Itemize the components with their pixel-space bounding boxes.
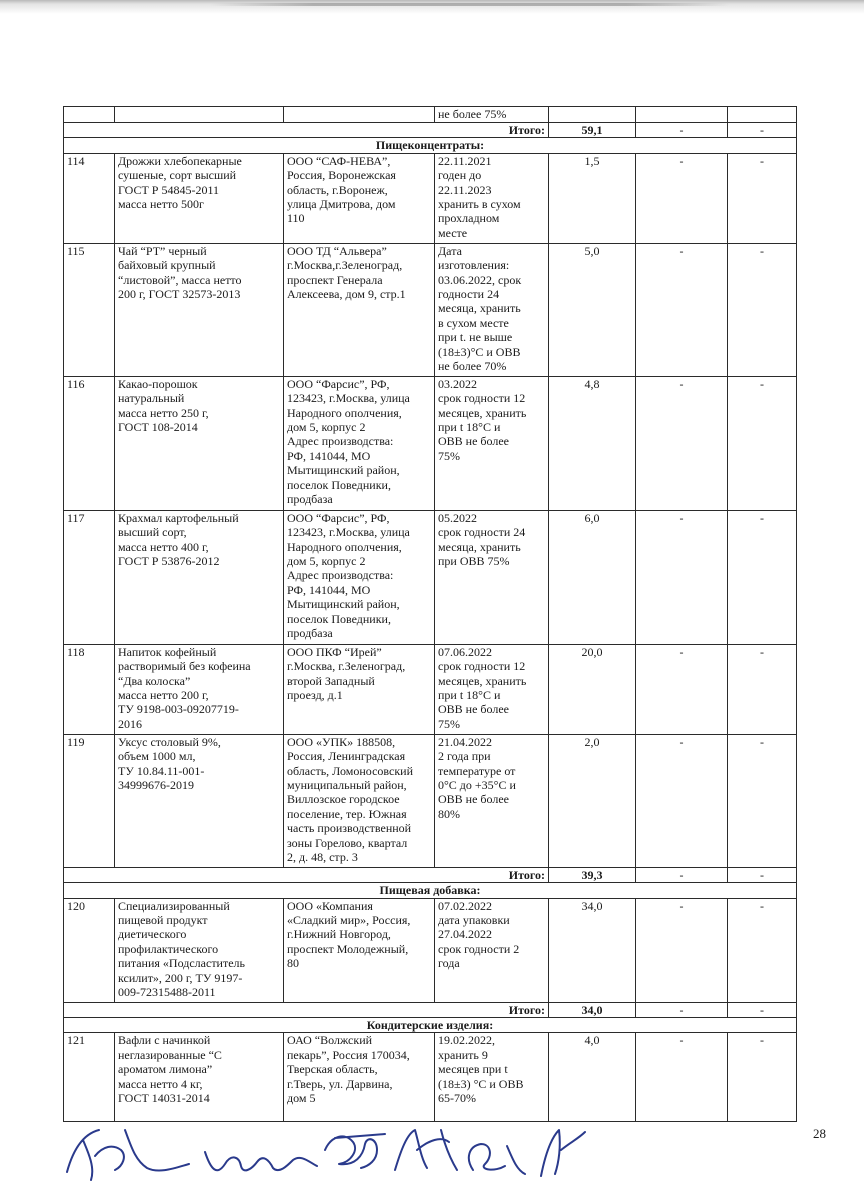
cell-dash: -: [636, 376, 728, 510]
total-dash: -: [728, 867, 797, 882]
cell-dash: -: [636, 243, 728, 376]
cell-num: 115: [64, 243, 115, 376]
total-value: 39,3: [549, 867, 636, 882]
section-title: Кондитерские изделия:: [64, 1018, 797, 1033]
cell-num: 116: [64, 376, 115, 510]
cell-name: Специализированный пищевой продукт диетического профилактического питания «Подсластитель ксилит», 200 г, ТУ 9197- 009-72315488-2011: [115, 898, 284, 1002]
scan-top-artifact: [210, 3, 730, 6]
cell-maker: ООО “Фарсис”, РФ, 123423, г.Москва, улица Народного ополчения, дом 5, корпус 2 Адрес производства: РФ, 141044, МО Мытищинский район, поселок Поведники, продбаза: [284, 376, 435, 510]
cell-maker: ООО ТД “Альвера” г.Москва,г.Зеленоград, проспект Генерала Алексеева, дом 9, стр.1: [284, 243, 435, 376]
cell-dates: 03.2022 срок годности 12 месяцев, хранить при t 18°С и ОВВ не более 75%: [435, 376, 549, 510]
total-value: 59,1: [549, 123, 636, 138]
cell-qty: 4,8: [549, 376, 636, 510]
cell-dash: -: [728, 734, 797, 867]
signature-4: [395, 1130, 457, 1170]
signature-3: [325, 1134, 385, 1168]
cell-qty: 20,0: [549, 644, 636, 734]
cell-name: Какао-порошок натуральный масса нетто 250 г, ГОСТ 108-2014: [115, 376, 284, 510]
cell-dates: Дата изготовления: 03.06.2022, срок годности 24 месяца, хранить в сухом месте при t. не выше (18±3)°С и ОВВ не более 70%: [435, 243, 549, 376]
cell-dash: -: [636, 898, 728, 1002]
table-row: [64, 734, 797, 867]
cell-maker: ООО ПКФ “Ирей” г.Москва, г.Зеленоград, второй Западный проезд, д.1: [284, 644, 435, 734]
cell-dash: -: [728, 243, 797, 376]
cell-dates: не более 75%: [435, 107, 549, 123]
cell-num: 119: [64, 734, 115, 867]
cell-qty: [549, 107, 636, 123]
total-label: Итого:: [64, 123, 549, 138]
inventory-table: [63, 106, 797, 1122]
cell-dates: 22.11.2021 годен до 22.11.2023 хранить в сухом прохладном месте: [435, 153, 549, 243]
cell-dash: -: [636, 510, 728, 644]
table-row: [64, 898, 797, 1002]
cell-maker: [284, 107, 435, 123]
cell-dash: -: [636, 734, 728, 867]
cell-dash: -: [636, 644, 728, 734]
cell-dates: 07.02.2022 дата упаковки 27.04.2022 срок годности 2 года: [435, 898, 549, 1002]
cell-name: Вафли с начинкой неглазированные “С ароматом лимона” масса нетто 4 кг, ГОСТ 14031-2014: [115, 1033, 284, 1122]
cell-dash: -: [728, 898, 797, 1002]
cell-qty: 6,0: [549, 510, 636, 644]
cell-dates: 19.02.2022, хранить 9 месяцев при t (18±3) °С и ОВВ 65-70%: [435, 1033, 549, 1122]
cell-dash: -: [728, 644, 797, 734]
cell-maker: ОАО “Волжский пекарь”, Россия 170034, Тверская область, г.Тверь, ул. Дарвина, дом 5: [284, 1033, 435, 1122]
cell-name: Крахмал картофельный высший сорт, масса нетто 400 г, ГОСТ Р 53876-2012: [115, 510, 284, 644]
cell-dash: -: [728, 510, 797, 644]
page-number: 28: [813, 1126, 826, 1141]
table-row: [64, 107, 797, 123]
cell-dash: -: [728, 1033, 797, 1122]
cell-dash: -: [728, 376, 797, 510]
cell-name: [115, 107, 284, 123]
cell-dash: -: [728, 153, 797, 243]
cell-name: Уксус столовый 9%, объем 1000 мл, ТУ 10.84.11-001- 34999676-2019: [115, 734, 284, 867]
cell-qty: 1,5: [549, 153, 636, 243]
table-row: [64, 153, 797, 243]
table-row: [64, 644, 797, 734]
total-dash: -: [636, 1002, 728, 1017]
cell-maker: ООО «УПК» 188508, Россия, Ленинградская область, Ломоносовский муниципальный район, Виллозское городское поселение, тер. Южная часть производственной зоны Горелово, квартал 2, д. 48, стр. 3: [284, 734, 435, 867]
table-row: [64, 376, 797, 510]
cell-num: 121: [64, 1033, 115, 1122]
section-header-row: [64, 138, 797, 153]
section-header-row: [64, 1018, 797, 1033]
cell-num: 114: [64, 153, 115, 243]
cell-maker: ООО “САФ-НЕВА”, Россия, Воронежская область, г.Воронеж, улица Дмитрова, дом 110: [284, 153, 435, 243]
cell-dash: [728, 107, 797, 123]
cell-qty: 34,0: [549, 898, 636, 1002]
table-row: [64, 243, 797, 376]
signature-2: [205, 1152, 317, 1170]
total-dash: -: [636, 123, 728, 138]
table-row: [64, 1033, 797, 1122]
cell-dash: -: [636, 153, 728, 243]
cell-name: Чай “РТ” черный байховый крупный “листовой”, масса нетто 200 г, ГОСТ 32573-2013: [115, 243, 284, 376]
total-row: [64, 1002, 797, 1017]
signatures: [55, 1110, 615, 1190]
cell-name: Дрожжи хлебопекарные сушеные, сорт высший ГОСТ Р 54845-2011 масса нетто 500г: [115, 153, 284, 243]
signature-5: [469, 1144, 525, 1174]
section-title: Пищевая добавка:: [64, 883, 797, 898]
cell-qty: 4,0: [549, 1033, 636, 1122]
cell-maker: ООО «Компания «Сладкий мир», Россия, г.Нижний Новгород, проспект Молодежный, 80: [284, 898, 435, 1002]
cell-qty: 2,0: [549, 734, 636, 867]
table-row: [64, 510, 797, 644]
cell-num: 117: [64, 510, 115, 644]
cell-dates: 21.04.2022 2 года при температуре от 0°С до +35°С и ОВВ не более 80%: [435, 734, 549, 867]
cell-dates: 07.06.2022 срок годности 12 месяцев, хранить при t 18°С и ОВВ не более 75%: [435, 644, 549, 734]
section-title: Пищеконцентраты:: [64, 138, 797, 153]
total-row: [64, 123, 797, 138]
total-dash: -: [636, 867, 728, 882]
signature-6: [541, 1130, 585, 1176]
section-header-row: [64, 883, 797, 898]
total-dash: -: [728, 1002, 797, 1017]
cell-num: 120: [64, 898, 115, 1002]
cell-name: Напиток кофейный растворимый без кофеина “Два колоска” масса нетто 200 г, ТУ 9198-003-09207719- 2016: [115, 644, 284, 734]
cell-dash: -: [636, 1033, 728, 1122]
total-value: 34,0: [549, 1002, 636, 1017]
total-label: Итого:: [64, 867, 549, 882]
signature-1: [67, 1130, 189, 1180]
cell-dates: 05.2022 срок годности 24 месяца, хранить при ОВВ 75%: [435, 510, 549, 644]
cell-dash: [636, 107, 728, 123]
cell-num: [64, 107, 115, 123]
cell-num: 118: [64, 644, 115, 734]
cell-maker: ООО “Фарсис”, РФ, 123423, г.Москва, улица Народного ополчения, дом 5, корпус 2 Адрес производства: РФ, 141044, МО Мытищинский район, поселок Поведники, продбаза: [284, 510, 435, 644]
total-row: [64, 867, 797, 882]
cell-qty: 5,0: [549, 243, 636, 376]
total-label: Итого:: [64, 1002, 549, 1017]
total-dash: -: [728, 123, 797, 138]
